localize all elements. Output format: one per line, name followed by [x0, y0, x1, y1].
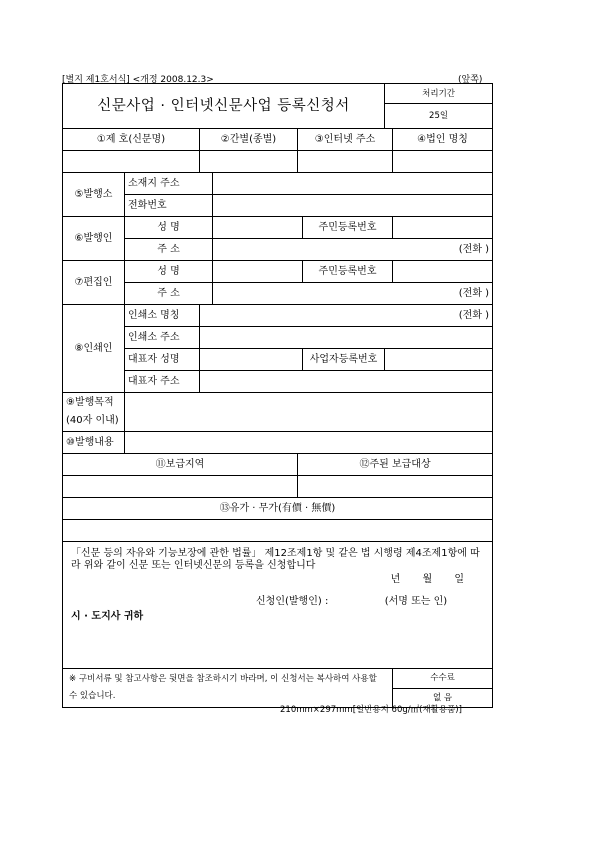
declaration-date: 년 월 일	[390, 574, 465, 585]
notice-text: ※ 구비서류 및 참고사항은 뒷면을 참조하시기 바라며, 이 신청서는 복사하여 사용할 수 있습니다.	[63, 669, 393, 708]
col-corporate-name: ④법인 명칭	[393, 129, 493, 151]
publisher-name-field[interactable]	[213, 217, 303, 239]
publisher-address-label: 주 소	[125, 239, 213, 261]
printer-rep-address-label: 대표자 주소	[125, 371, 200, 393]
applicant-label: 신청인(발행인) :	[256, 596, 329, 607]
signature-label[interactable]: (서명 또는 인)	[384, 596, 448, 607]
page-side: (앞쪽)	[458, 75, 483, 85]
office-address-label: 소재지 주소	[125, 173, 213, 195]
printer-rep-address-field[interactable]	[200, 371, 493, 393]
editor-label: ⑦편집인	[63, 261, 125, 305]
printer-address-label: 인쇄소 주소	[125, 327, 200, 349]
editor-address-label: 주 소	[125, 283, 213, 305]
editor-rrn-field[interactable]	[393, 261, 493, 283]
distribution-area-field[interactable]	[63, 476, 298, 498]
paid-label: ⑬유가 · 무가(有價 · 無價)	[63, 498, 493, 520]
printer-company-field[interactable]: (전화 )	[200, 305, 493, 327]
processing-value: 25일	[385, 104, 493, 129]
publisher-label: ⑥발행인	[63, 217, 125, 261]
editor-rrn-label: 주민등록번호	[303, 261, 393, 283]
col-type: ②간별(종별)	[200, 129, 298, 151]
distribution-target-field[interactable]	[298, 476, 493, 498]
office-phone-field[interactable]	[213, 195, 493, 217]
publisher-rrn-field[interactable]	[393, 217, 493, 239]
publisher-name-label: 성 명	[125, 217, 213, 239]
fee-value: 없 음	[393, 688, 493, 708]
purpose-label	[63, 393, 125, 432]
paid-field[interactable]	[63, 520, 493, 542]
declaration-block	[63, 542, 493, 669]
editor-address-field[interactable]: (전화 )	[213, 283, 493, 305]
publisher-address-field[interactable]: (전화 )	[213, 239, 493, 261]
content-label: ⑩발행내용	[63, 432, 125, 454]
registration-form-table	[62, 83, 493, 708]
purpose-field[interactable]	[125, 393, 493, 432]
printer-rep-name-field[interactable]	[200, 349, 303, 371]
corporate-name-field[interactable]	[393, 151, 493, 173]
processing-label: 처리기간	[385, 84, 493, 104]
printer-company-label: 인쇄소 명칭	[125, 305, 200, 327]
declaration-text: 「신문 등의 자유와 기능보장에 관한 법률」 제12조제1항 및 같은 법 시행령 제4조제1항에 따라 위와 같이 신문 또는 인터넷신문의 등록을 신청합니다	[71, 548, 480, 571]
col-newspaper-name: ①제 호(신문명)	[63, 129, 200, 151]
distribution-area-label: ⑪보급지역	[63, 454, 298, 476]
internet-address-field[interactable]	[298, 151, 393, 173]
printer-rep-name-label: 대표자 성명	[125, 349, 200, 371]
purpose-label-line1: ⑨발행목적	[66, 397, 114, 408]
editor-name-field[interactable]	[213, 261, 303, 283]
printer-biz-no-label: 사업자등록번호	[303, 349, 385, 371]
office-phone-label: 전화번호	[125, 195, 213, 217]
publisher-rrn-label: 주민등록번호	[303, 217, 393, 239]
printer-label: ⑧인쇄인	[63, 305, 125, 393]
purpose-label-line2: (40자 이내)	[66, 415, 119, 426]
type-field[interactable]	[200, 151, 298, 173]
printer-address-field[interactable]	[200, 327, 493, 349]
content-field[interactable]	[125, 432, 493, 454]
office-address-field[interactable]	[213, 173, 493, 195]
distribution-target-label: ⑫주된 보급대상	[298, 454, 493, 476]
applicant-line	[71, 596, 484, 608]
paper-spec: 210mm×297mm[일반용지 60g/㎡(재활용품)]	[280, 705, 462, 715]
office-label: ⑤발행소	[63, 173, 125, 217]
col-internet-address: ③인터넷 주소	[298, 129, 393, 151]
newspaper-name-field[interactable]	[63, 151, 200, 173]
printer-biz-no-field[interactable]	[385, 349, 493, 371]
recipient-label: 시 · 도지사 귀하	[71, 611, 144, 622]
editor-name-label: 성 명	[125, 261, 213, 283]
form-reference: [별지 제1호서식] <개정 2008.12.3>	[62, 75, 214, 85]
form-title: 신문사업 · 인터넷신문사업 등록신청서	[63, 84, 385, 129]
fee-label: 수수료	[393, 669, 493, 689]
